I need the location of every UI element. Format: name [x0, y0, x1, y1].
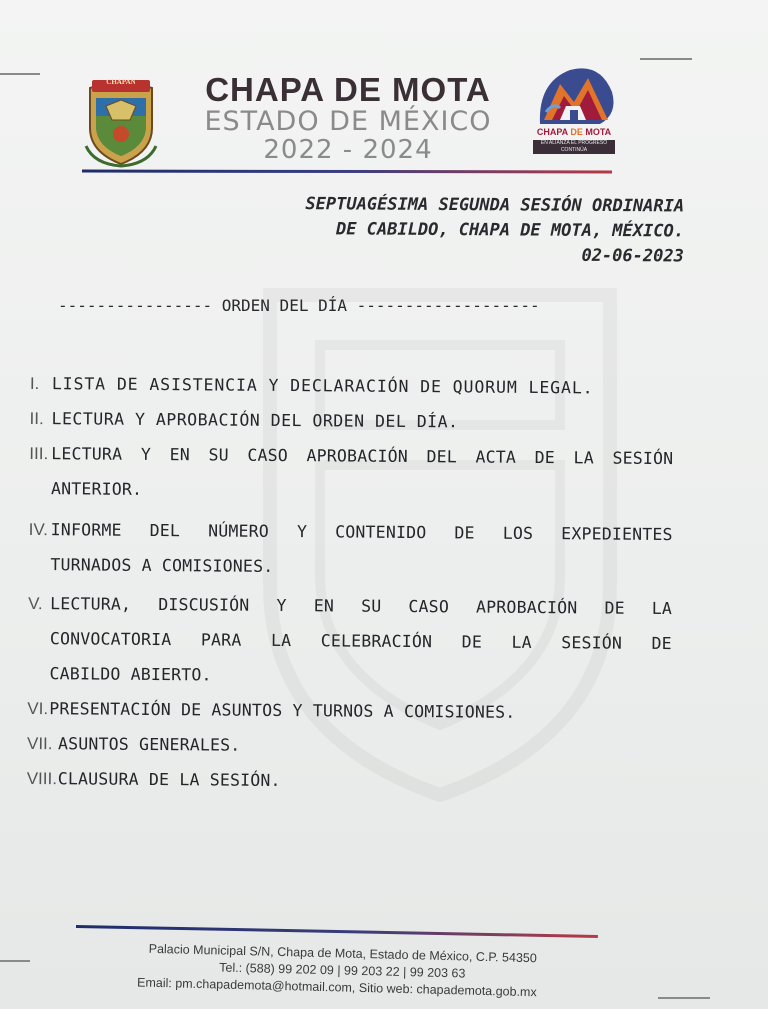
agenda-item-text-continued: CABILDO ABIERTO.	[49, 664, 212, 685]
agenda-item-number: IV.	[28, 519, 49, 540]
orden-del-dia-heading: ---------------- ORDEN DEL DÍA -------------------	[58, 296, 540, 315]
agenda-item-text: LECTURA Y EN SU CASO APROBACIÓN DEL ACTA DE LA SESIÓN	[51, 444, 674, 469]
footer-email-web: Email: pm.chapademota@hotmail.com, Sitio web: chapademota.gob.mx	[136, 975, 537, 1000]
agenda-item-number: I.	[29, 373, 40, 394]
agenda-item-text: PRESENTACIÓN DE ASUNTOS Y TURNOS A COMISIONES.	[49, 699, 516, 722]
footer-contact	[117, 940, 568, 1002]
brand-logo-name: CHAPA DE MOTA	[536, 127, 612, 137]
edge-mark	[0, 960, 30, 962]
session-title-line-1: SEPTUAGÉSIMA SEGUNDA SESIÓN ORDINARIA	[305, 194, 685, 217]
agenda-item-text: ASUNTOS GENERALES.	[57, 734, 241, 755]
session-title-line-2: DE CABILDO, CHAPA DE MOTA, MÉXICO.	[335, 219, 685, 242]
agenda-item	[27, 586, 678, 696]
agenda-item-text-continued: ANTERIOR.	[50, 479, 143, 499]
footer-divider	[76, 925, 598, 938]
agenda-item	[27, 761, 677, 801]
brand-logo-tagline: EN ALIANZA EL PROGRESO CONTINÚA	[533, 140, 615, 154]
agenda-item-number: V.	[28, 593, 43, 614]
agenda-item	[29, 401, 679, 441]
footer-address: Palacio Municipal S/N, Chapa de Mota, Estado de México, C.P. 54350	[148, 941, 537, 966]
agenda-item-number: II.	[29, 408, 44, 429]
agenda-item	[27, 726, 677, 766]
agenda-item-number: VI.	[27, 698, 49, 719]
agenda-item-text: LECTURA, DISCUSIÓN Y EN SU CASO APROBACIÓN DE LA	[50, 594, 673, 619]
state-name: ESTADO DE MÉXICO	[204, 106, 492, 137]
municipal-coat-of-arms-icon	[84, 76, 158, 168]
municipality-name: CHAPA DE MOTA	[205, 71, 491, 108]
edge-mark	[658, 997, 710, 999]
agenda-list	[27, 366, 680, 801]
header-divider	[82, 170, 612, 174]
agenda-item-text: INFORME DEL NÚMERO Y CONTENIDO DE LOS EXPEDIENTES	[50, 520, 673, 545]
municipality-title-block	[188, 72, 508, 164]
edge-mark	[0, 73, 40, 75]
agenda-item-text: CLAUSURA DE LA SESIÓN.	[57, 769, 281, 790]
session-date: 02-06-2023	[581, 245, 684, 267]
agenda-item-text: LECTURA Y APROBACIÓN DEL ORDEN DEL DÍA.	[51, 409, 459, 432]
agenda-item-text: LISTA DE ASISTENCIA Y DECLARACIÓN DE QUORUM LEGAL.	[51, 374, 594, 398]
agenda-item	[29, 436, 680, 511]
footer-phones: Tel.: (588) 99 202 09 | 99 203 22 | 99 203 63	[219, 960, 466, 981]
session-heading	[200, 192, 684, 270]
agenda-item-number: III.	[29, 443, 49, 464]
agenda-item	[30, 366, 680, 406]
agenda-item	[27, 691, 677, 731]
agenda-item-number: VIII.	[26, 768, 58, 789]
agenda-item-text-continued: TURNADOS A COMISIONES.	[50, 555, 274, 576]
agenda-item	[28, 512, 679, 587]
administration-period: 2022 - 2024	[263, 135, 433, 165]
shield-banner-text: CHAPAN	[106, 78, 136, 86]
agenda-item-number: VII.	[26, 733, 53, 754]
edge-mark	[640, 58, 692, 60]
agenda-item-text-continued: CONVOCATORIA PARA LA CELEBRACIÓN DE LA SESIÓN DE	[49, 629, 672, 654]
